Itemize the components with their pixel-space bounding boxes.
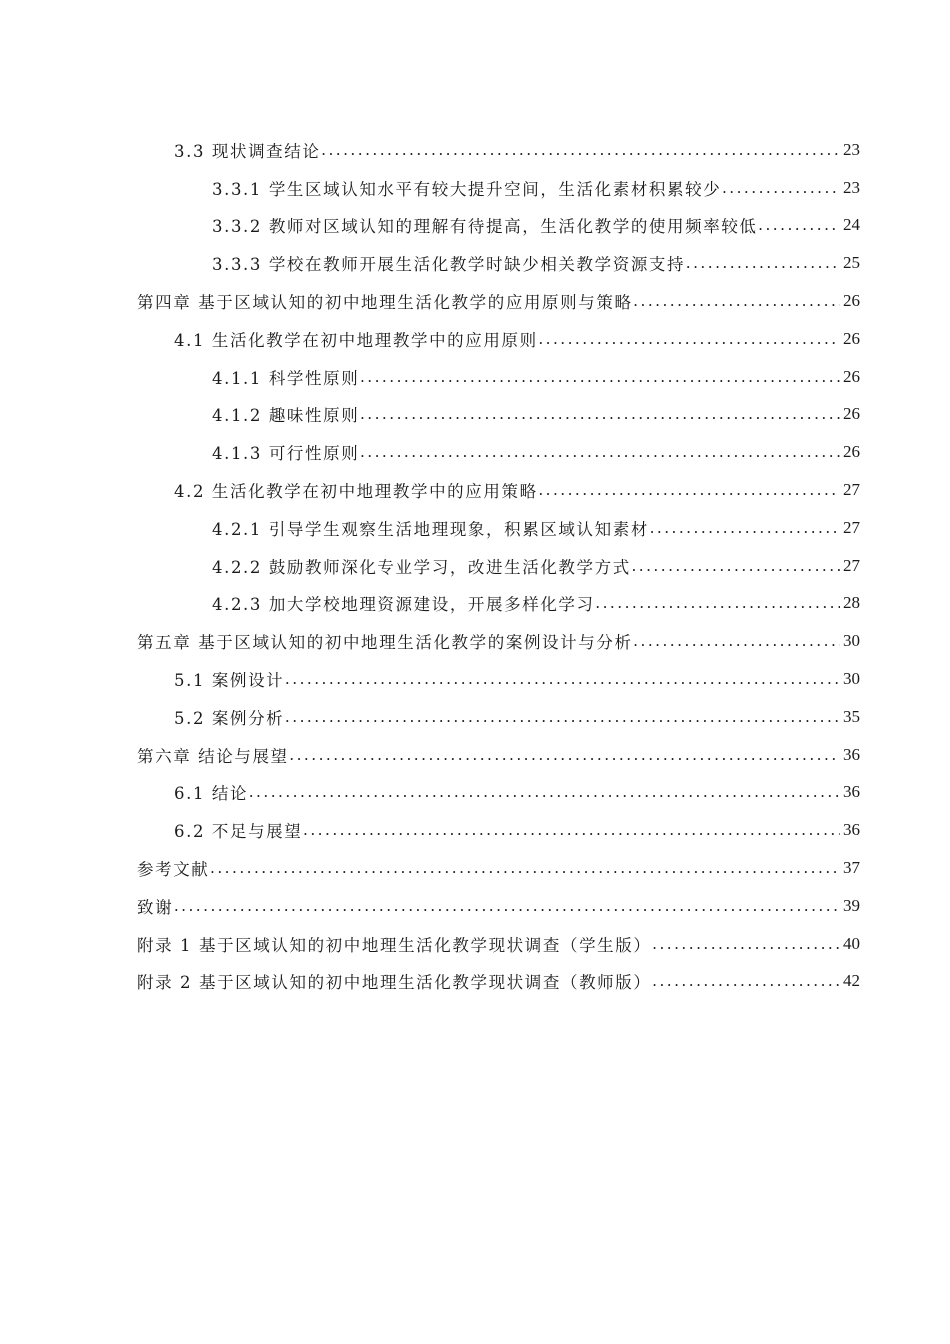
toc-page-number: 26 — [843, 404, 860, 424]
toc-entry-title: 附录 1 基于区域认知的初中地理生活化教学现状调查（学生版） — [137, 935, 652, 955]
toc-dot-leader — [303, 820, 840, 840]
toc-page-number: 27 — [843, 517, 860, 537]
toc-entry-3-3-1[interactable] — [0, 169, 950, 207]
toc-page-number: 36 — [843, 782, 860, 802]
toc-entry-title: 4.1.1 科学性原则 — [212, 368, 360, 388]
toc-entry-title: 4.2.1 引导学生观察生活地理现象，积累区域认知素材 — [212, 519, 649, 539]
toc-entry-title: 3.3.3 学校在教师开展生活化教学时缺少相关教学资源支持 — [212, 255, 686, 275]
toc-page-number: 39 — [843, 895, 860, 915]
toc-dot-leader — [360, 404, 840, 424]
toc-entry-4-2-3[interactable] — [0, 585, 950, 623]
toc-entry-title: 4.1.2 趣味性原则 — [212, 406, 360, 426]
toc-entry-3-3-2[interactable] — [0, 207, 950, 245]
toc-page-number: 26 — [843, 366, 860, 386]
toc-page-number: 37 — [843, 858, 860, 878]
toc-page-number: 40 — [843, 933, 860, 953]
toc-entry-title: 4.2.3 加大学校地理资源建设，开展多样化学习 — [212, 595, 595, 615]
toc-entry-6-2[interactable] — [0, 811, 950, 849]
toc-page-number: 26 — [843, 442, 860, 462]
toc-page-number: 23 — [843, 177, 860, 197]
toc-entry-title: 附录 2 基于区域认知的初中地理生活化教学现状调查（教师版） — [137, 973, 652, 993]
toc-page-number: 25 — [843, 253, 860, 273]
toc-entry-4-1-2[interactable] — [0, 396, 950, 434]
toc-entry-4-2[interactable] — [0, 471, 950, 509]
toc-dot-leader — [632, 556, 840, 576]
toc-entry-5-1[interactable] — [0, 660, 950, 698]
toc-entry-4-1-1[interactable] — [0, 358, 950, 396]
toc-dot-leader — [285, 707, 840, 727]
toc-entry-6-1[interactable] — [0, 774, 950, 812]
toc-page-number: 24 — [843, 215, 860, 235]
toc-entry-title: 6.2 不足与展望 — [174, 822, 303, 842]
toc-dot-leader — [360, 367, 840, 387]
toc-page-number: 27 — [843, 555, 860, 575]
toc-dot-leader — [360, 442, 840, 462]
toc-page-number: 42 — [843, 971, 860, 991]
toc-dot-leader — [249, 782, 840, 802]
toc-dot-leader — [653, 934, 841, 954]
toc-entry-appendix-1[interactable] — [0, 925, 950, 963]
toc-entry-appendix-2[interactable] — [0, 963, 950, 1001]
toc-entry-title: 3.3.2 教师对区域认知的理解有待提高，生活化教学的使用频率较低 — [212, 217, 758, 237]
toc-entry-title: 第四章 基于区域认知的初中地理生活化教学的应用原则与策略 — [137, 293, 633, 313]
toc-page-number: 26 — [843, 291, 860, 311]
toc-page-number: 35 — [843, 706, 860, 726]
toc-dot-leader — [634, 631, 840, 651]
toc-entry-4-2-2[interactable] — [0, 547, 950, 585]
toc-entry-title: 6.1 结论 — [174, 784, 249, 804]
toc-entry-title: 5.2 案例分析 — [174, 708, 285, 728]
toc-page-number: 26 — [843, 328, 860, 348]
toc-dot-leader — [650, 518, 840, 538]
toc-dot-leader — [290, 745, 840, 765]
toc-page-number: 36 — [843, 744, 860, 764]
toc-dot-leader — [759, 215, 840, 235]
toc-entry-chapter-5[interactable] — [0, 622, 950, 660]
toc-dot-leader — [539, 329, 840, 349]
toc-entry-5-2[interactable] — [0, 698, 950, 736]
toc-entry-title: 第六章 结论与展望 — [137, 746, 289, 766]
toc-dot-leader — [210, 858, 840, 878]
toc-page-number: 36 — [843, 820, 860, 840]
toc-entry-title: 5.1 案例设计 — [174, 671, 285, 691]
toc-dot-leader — [285, 669, 840, 689]
toc-entry-title: 4.2.2 鼓励教师深化专业学习，改进生活化教学方式 — [212, 557, 631, 577]
toc-entry-title: 4.2 生活化教学在初中地理教学中的应用策略 — [174, 482, 538, 502]
toc-entry-title: 4.1 生活化教学在初中地理教学中的应用原则 — [174, 330, 538, 350]
toc-entry-3-3-3[interactable] — [0, 244, 950, 282]
toc-dot-leader — [596, 593, 840, 613]
toc-dot-leader — [634, 291, 840, 311]
toc-entry-3-3[interactable] — [0, 131, 950, 169]
toc-dot-leader — [174, 896, 840, 916]
toc-page-number: 30 — [843, 669, 860, 689]
toc-entry-title: 3.3.1 学生区域认知水平有较大提升空间，生活化素材积累较少 — [212, 179, 722, 199]
toc-entry-4-2-1[interactable] — [0, 509, 950, 547]
toc-entry-references[interactable] — [0, 849, 950, 887]
toc-dot-leader — [722, 178, 840, 198]
toc-entry-chapter-4[interactable] — [0, 282, 950, 320]
toc-dot-leader — [322, 140, 841, 160]
toc-entry-4-1-3[interactable] — [0, 433, 950, 471]
toc-entry-title: 4.1.3 可行性原则 — [212, 444, 360, 464]
toc-page-number: 23 — [843, 139, 860, 159]
toc-entry-title: 致谢 — [137, 897, 174, 917]
toc-entry-title: 参考文献 — [137, 860, 210, 880]
toc-dot-leader — [653, 971, 841, 991]
toc-entry-chapter-6[interactable] — [0, 736, 950, 774]
toc-page-number: 27 — [843, 480, 860, 500]
toc-entry-acknowledgements[interactable] — [0, 887, 950, 925]
toc-dot-leader — [539, 480, 840, 500]
toc-page-number: 28 — [843, 593, 860, 613]
toc-dot-leader — [686, 253, 840, 273]
table-of-contents — [0, 131, 950, 1000]
toc-entry-title: 3.3 现状调查结论 — [174, 141, 321, 161]
toc-entry-4-1[interactable] — [0, 320, 950, 358]
toc-entry-title: 第五章 基于区域认知的初中地理生活化教学的案例设计与分析 — [137, 633, 633, 653]
toc-page-number: 30 — [843, 631, 860, 651]
